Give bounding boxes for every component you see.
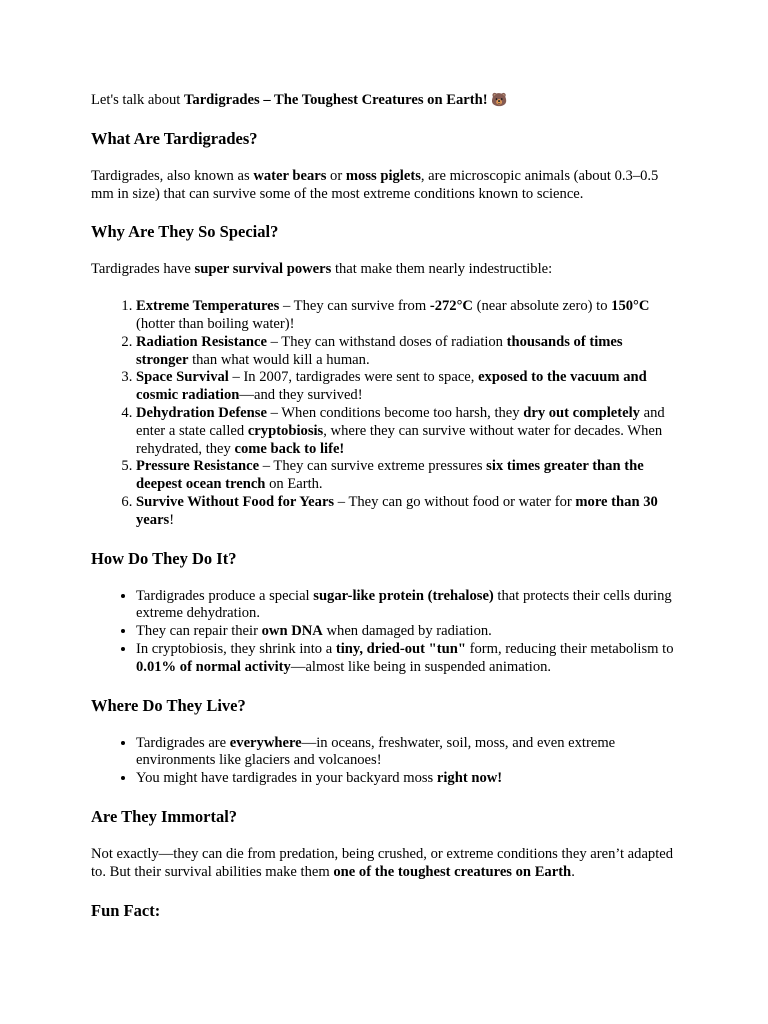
paragraph-immortal: Not exactly—they can die from predation, being crushed, or extreme conditions they aren’t adapted to. But their survival abilities make them one of the toughest creatures on Earth. <box>91 845 674 880</box>
list-item: • In cryptobiosis, they shrink into a tiny, dried-out "tun" form, reducing their metabolism to 0.01% of normal activity—almost like being in suspended animation. <box>136 641 677 677</box>
heading-how: How Do They Do It? <box>91 548 237 568</box>
how-list <box>91 588 677 677</box>
list-item: • They can repair their own DNA when damaged by radiation. <box>136 623 677 641</box>
intro-line: Let's talk about Tardigrades – The Toughest Creatures on Earth! 🐻 <box>91 92 508 108</box>
heading-fun-fact: Fun Fact: <box>91 900 161 920</box>
list-item: 5. Pressure Resistance – They can survive extreme pressures six times greater than the deepest ocean trench on Earth. <box>136 458 677 494</box>
heading-immortal: Are They Immortal? <box>91 806 238 826</box>
list-item: 2. Radiation Resistance – They can withstand doses of radiation thousands of times stronger than what would kill a human. <box>136 334 677 370</box>
list-item: 6. Survive Without Food for Years – They can go without food or water for more than 30 years! <box>136 494 677 530</box>
paragraph-what: Tardigrades, also known as water bears or moss piglets, are microscopic animals (about 0.3–0.5 mm in size) that can survive some of the most extreme conditions known to science. <box>91 167 659 202</box>
special-powers-list <box>91 298 677 529</box>
list-item: 1. Extreme Temperatures – They can survive from -272°C (near absolute zero) to 150°C (hotter than boiling water)! <box>136 298 677 334</box>
list-item: 4. Dehydration Defense – When conditions become too harsh, they dry out completely and enter a state called cryptobiosis, where they can survive without water for decades. When rehydrated, they come back to life! <box>136 405 677 458</box>
where-list <box>91 735 677 788</box>
bear-emoji-icon: 🐻 <box>491 93 508 108</box>
heading-what: What Are Tardigrades? <box>91 128 258 148</box>
list-item: • Tardigrades produce a special sugar-like protein (trehalose) that protects their cells during extreme dehydration. <box>136 588 677 624</box>
paragraph-why: Tardigrades have super survival powers that make them nearly indestructible: <box>91 261 553 278</box>
list-item: • Tardigrades are everywhere—in oceans, freshwater, soil, moss, and even extreme environments like glaciers and volcanoes! <box>136 735 677 771</box>
list-item: 3. Space Survival – In 2007, tardigrades were sent to space, exposed to the vacuum and cosmic radiation—and they survived! <box>136 369 677 405</box>
intro-title: Tardigrades – The Toughest Creatures on Earth! <box>184 92 492 108</box>
list-item: • You might have tardigrades in your backyard moss right now! <box>136 770 677 788</box>
heading-why: Why Are They So Special? <box>91 222 279 242</box>
heading-where: Where Do They Live? <box>91 695 246 715</box>
